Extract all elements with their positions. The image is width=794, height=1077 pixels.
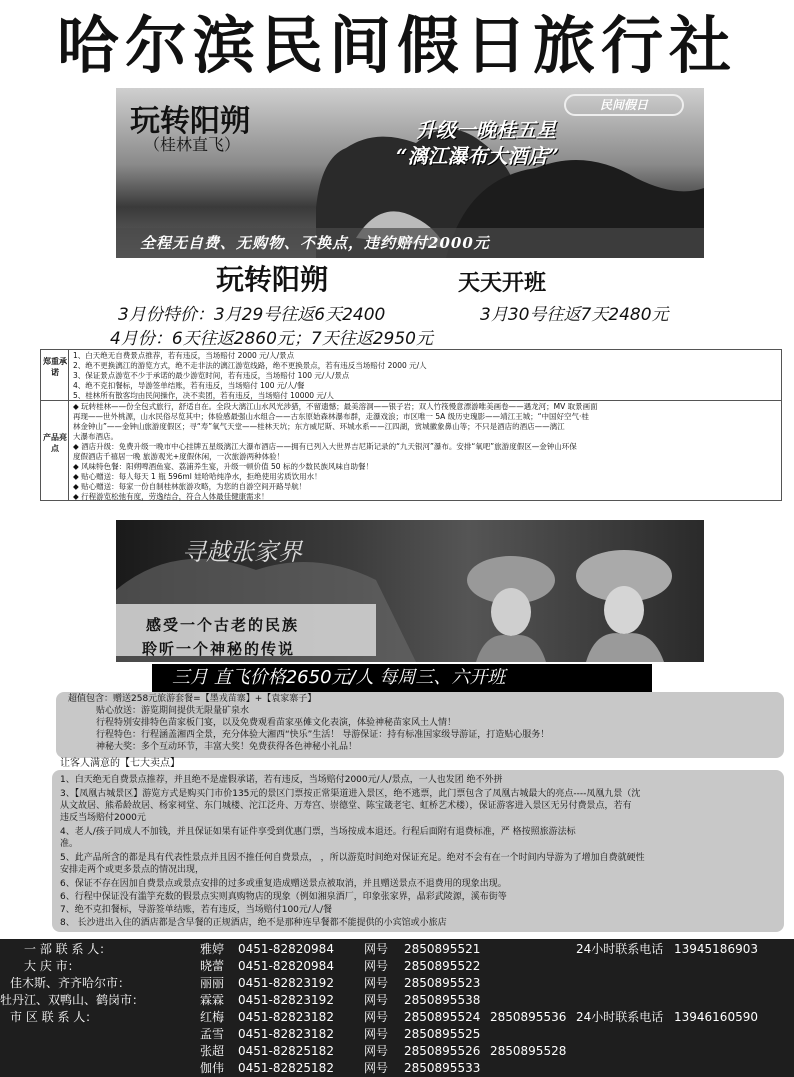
contact-phone: 0451-82823182 xyxy=(238,1027,334,1041)
contact-person: 红梅 xyxy=(200,1010,225,1024)
net-number: 2850895521 xyxy=(404,942,481,956)
selling-point: 准。 xyxy=(60,839,79,849)
hotline-label: 24小时联系电话 xyxy=(576,942,664,956)
net-label: 网号 xyxy=(364,1010,389,1024)
net-number: 2850895526 xyxy=(404,1044,481,1058)
contact-region: 一 部 联 系 人： xyxy=(24,942,112,956)
highlight-item: ◆ 贴心赠送：每人每天 1 瓶 596ml 娃哈哈纯净水，拒绝使用劣质饮用水！ xyxy=(73,472,322,481)
net-number: 2850895524 xyxy=(404,1010,481,1024)
highlight-item: ◆ 玩转桂林——份全包式旅行，舒适自在。全段大漓江山水风光涉猎，不留遗憾；最美溶洞——银子岩；双人竹筏慢意漂游唯美画卷——遇龙河；MV 取景画面 xyxy=(73,402,598,411)
highlight-item: 林金钟山”——金钟山旅游度假区；寻“寿”氧气天堂——桂林天坑；东方威尼斯、环城水系——江四湖，赏城徽象鼻山等；不只是酒店的酒店——漓江 xyxy=(73,422,565,431)
banner-title: 玩转阳朔 xyxy=(130,104,250,139)
highlight-item: 大瀑布酒店。 xyxy=(73,432,118,441)
selling-point: 4、老人/孩子同成人不加钱，并且保证如果有证件享受到优惠门票，当场按成本退还。行程后面附有退费标准，严 格按照旅游法标 xyxy=(60,827,576,837)
net-number: 2850895533 xyxy=(404,1061,481,1075)
contact-phone: 0451-82823192 xyxy=(238,976,334,990)
contact-region: 牡丹江、双鸭山、鹤岗市： xyxy=(0,993,145,1007)
selling-point: 1、白天绝无自费景点推荐，并且绝不是虚假承诺，若有违反，当场赔付2000元/人/景点，一人也发团 绝不外拼 xyxy=(60,775,503,785)
included-line: 行程特别安排特色苗家板门宴，以及免费观看苗家巫傩文化表演，体验神秘苗家风土人情！ xyxy=(96,718,457,728)
contact-phone: 0451-82823182 xyxy=(238,1010,334,1024)
included-box xyxy=(56,692,784,758)
zjj-price-bar: 三月 直飞价格2650元/人 每周三、六开班 xyxy=(152,664,652,692)
selling-point: 违反当场赔付2000元 xyxy=(60,813,146,823)
commitment-label: 郑重承诺 xyxy=(43,357,67,377)
contact-person: 晓蕾 xyxy=(200,959,225,973)
banner-subtitle: （桂林直飞） xyxy=(144,135,241,154)
highlight-item: ◆ 行程游览松弛有度，劳逸结合，符合人体最佳健康需求！ xyxy=(73,492,269,501)
march-price-a: 3月份特价：3月29号往返6天2400 xyxy=(118,305,386,325)
contact-person: 雅婷 xyxy=(200,942,225,956)
selling-point: 5、此产品所含的都是具有代表性景点并且因不推任何自费景点， ，所以游览时间绝对保证充足。绝对不会有在一个时间内导游为了增加自费就硬性 xyxy=(60,853,645,863)
agency-logo: 民间假日 xyxy=(564,94,684,116)
hotline-number: 13946160590 xyxy=(674,1010,758,1024)
agency-title: 哈尔滨民间假日旅行社 xyxy=(56,9,737,82)
highlights-label: 产品亮点 xyxy=(43,433,67,453)
included-line: 超值包含：赠送258元旅游套餐=【墨戎苗寨】+【袁家寨子】 xyxy=(68,694,317,704)
net-label: 网号 xyxy=(364,1061,389,1075)
tour-headline: 玩转阳朔 xyxy=(216,263,329,296)
net-number: 2850895525 xyxy=(404,1027,481,1041)
highlight-item: 再现——世外桃源，山水民俗尽览其中；体验感最强山水组合——古东原始森林瀑布群，走瀑戏浪；市区唯一 5A 级历史瑰影——靖江王城；“中国好空气·桂 xyxy=(73,412,589,421)
commitment-item: 4、绝不克扣餐标，导游签单结账，若有违反，当场赔付 100 元/人/餐 xyxy=(73,381,305,390)
net-label: 网号 xyxy=(364,993,389,1007)
selling-point: 6、行程中保证没有滥竽充数的假景点实则真购物店的现象（例如湘泉酒厂，印象张家界，晶彩武陵源，溪布街等 xyxy=(60,892,507,902)
commitment-item: 5、桂林所有散客均由民间操作，决不卖团，若有违反，当场赔付 10000 元/人 xyxy=(73,391,334,400)
zhangjiajie-banner xyxy=(116,520,704,662)
commitment-item: 3、保证景点游览不少于承诺的最少游览时间，若有违反，当场赔付 100 元/人/景点 xyxy=(73,371,350,380)
commitment-item: 1、白天绝无自费景点推荐，若有违反，当场赔付 2000 元/人/景点 xyxy=(73,351,295,360)
selling-points-heading: 让客人满意的【七大卖点】 xyxy=(60,758,180,769)
contact-region: 佳木斯、齐齐哈尔市： xyxy=(10,976,131,990)
contact-person: 孟雪 xyxy=(200,1027,225,1041)
contact-person: 丽丽 xyxy=(200,976,225,990)
commitment-item: 2、绝不更换漓江的游览方式，绝不走非法的漓江游览线路，绝不更换景点，若有违反当场赔付 2000 元/人 xyxy=(73,361,427,370)
march-price-b: 3月30号往返7天2480元 xyxy=(480,305,669,325)
daily-departure: 天天开班 xyxy=(458,270,547,296)
included-line: 贴心放送：游览期间提供无限量矿泉水 xyxy=(96,706,250,716)
yangshuo-banner xyxy=(116,88,704,258)
hotel-name-text: “漓江瀑布大酒店” xyxy=(396,144,560,168)
banner-guarantee: 全程无自费、无购物、不换点，违约赔付2000元 xyxy=(140,234,490,252)
selling-points-box xyxy=(52,770,784,932)
net-label: 网号 xyxy=(364,942,389,956)
selling-point: 8、 长沙进出入住的酒店都是含早餐的正规酒店，绝不是那种连早餐都不能提供的小宾馆或小旅店 xyxy=(60,918,447,928)
zjj-banner-title: 寻越张家界 xyxy=(182,538,302,566)
selling-point: 3、【凤凰古城景区】游览方式是购买门市价135元的景区门票按正常渠道进入景区，绝不逃票，此门票包含了凤凰古城最大的亮点----凤凰九景（沈 xyxy=(60,789,641,799)
april-price: 4月份：6天往返2860元；7天往返2950元 xyxy=(110,329,433,349)
selling-point: 7、绝不克扣餐标，导游签单结账，若有违反，当场赔付100元/人/餐 xyxy=(60,905,332,915)
contact-footer xyxy=(0,939,794,1077)
contact-region: 市 区 联 系 人： xyxy=(10,1010,98,1024)
selling-point: 6、保证不存在因加自费景点或景点安排的过多或重复造成赠送景点被取消，并且赠送景点不退费用的现象出现。 xyxy=(60,879,507,889)
highlight-item: 度假酒店千禧居一晚 旅游观光+度假休闲，一次旅游两种体验！ xyxy=(73,452,285,461)
net-label: 网号 xyxy=(364,976,389,990)
net-number-2: 2850895528 xyxy=(490,1044,567,1058)
net-label: 网号 xyxy=(364,1027,389,1041)
contact-phone: 0451-82823192 xyxy=(238,993,334,1007)
hotline-number: 13945186903 xyxy=(674,942,758,956)
highlight-item: ◆ 贴心赠送：每家一份自制桂林旅游攻略，为您的自游空间开路导航！ xyxy=(73,482,307,491)
net-number: 2850895522 xyxy=(404,959,481,973)
contact-region: 大 庆 市： xyxy=(24,959,80,973)
contact-phone: 0451-82825182 xyxy=(238,1044,334,1058)
contact-phone: 0451-82825182 xyxy=(238,1061,334,1075)
contact-person: 张超 xyxy=(200,1044,225,1058)
contact-person: 霖霖 xyxy=(200,993,225,1007)
contact-person: 伽伟 xyxy=(200,1061,225,1075)
hotel-upgrade-text: 升级一晚桂五星 xyxy=(416,118,556,142)
zjj-slogan-2: 聆听一个神秘的传说 xyxy=(142,640,296,658)
contact-phone: 0451-82820984 xyxy=(238,959,334,973)
net-number: 2850895538 xyxy=(404,993,481,1007)
contact-phone: 0451-82820984 xyxy=(238,942,334,956)
net-number-2: 2850895536 xyxy=(490,1010,567,1024)
net-label: 网号 xyxy=(364,959,389,973)
net-label: 网号 xyxy=(364,1044,389,1058)
highlight-item: ◆ 风味特色餐：阳朔啤酒鱼宴、荔浦养生宴，升级一顿价值 50 标的少数民族风味自助餐！ xyxy=(73,462,373,471)
selling-point: 安排走两个或更多景点的情况出现， xyxy=(60,865,205,875)
included-line: 行程特色：行程涵盖湘西全景，充分体验大湘西“快乐”生活！ 导游保证：持有标准国家级导游证，打造贴心服务！ xyxy=(96,730,550,740)
selling-point: 从文故居、熊希龄故居、杨家祠堂、东门城楼、沱江泛舟、万寿宫、崇德堂、陈宝箴老宅、虹桥艺术楼），保证游客进入景区无另付费景点，若有 xyxy=(60,801,632,811)
highlight-item: ◆ 酒店升级：免费升级一晚市中心挂牌五星级漓江大瀑布酒店——拥有已列入大世界吉尼斯记录的“九天银河”瀑布。安排“氧吧”旅游度假区—金钟山环保 xyxy=(73,442,577,451)
net-number: 2850895523 xyxy=(404,976,481,990)
included-line: 神秘大奖：多个互动环节，丰富大奖！免费获得各色神秘小礼品！ xyxy=(96,742,358,752)
commitment-table xyxy=(40,349,782,501)
zjj-slogan-1: 感受一个古老的民族 xyxy=(146,616,300,634)
hotline-label: 24小时联系电话 xyxy=(576,1010,664,1024)
